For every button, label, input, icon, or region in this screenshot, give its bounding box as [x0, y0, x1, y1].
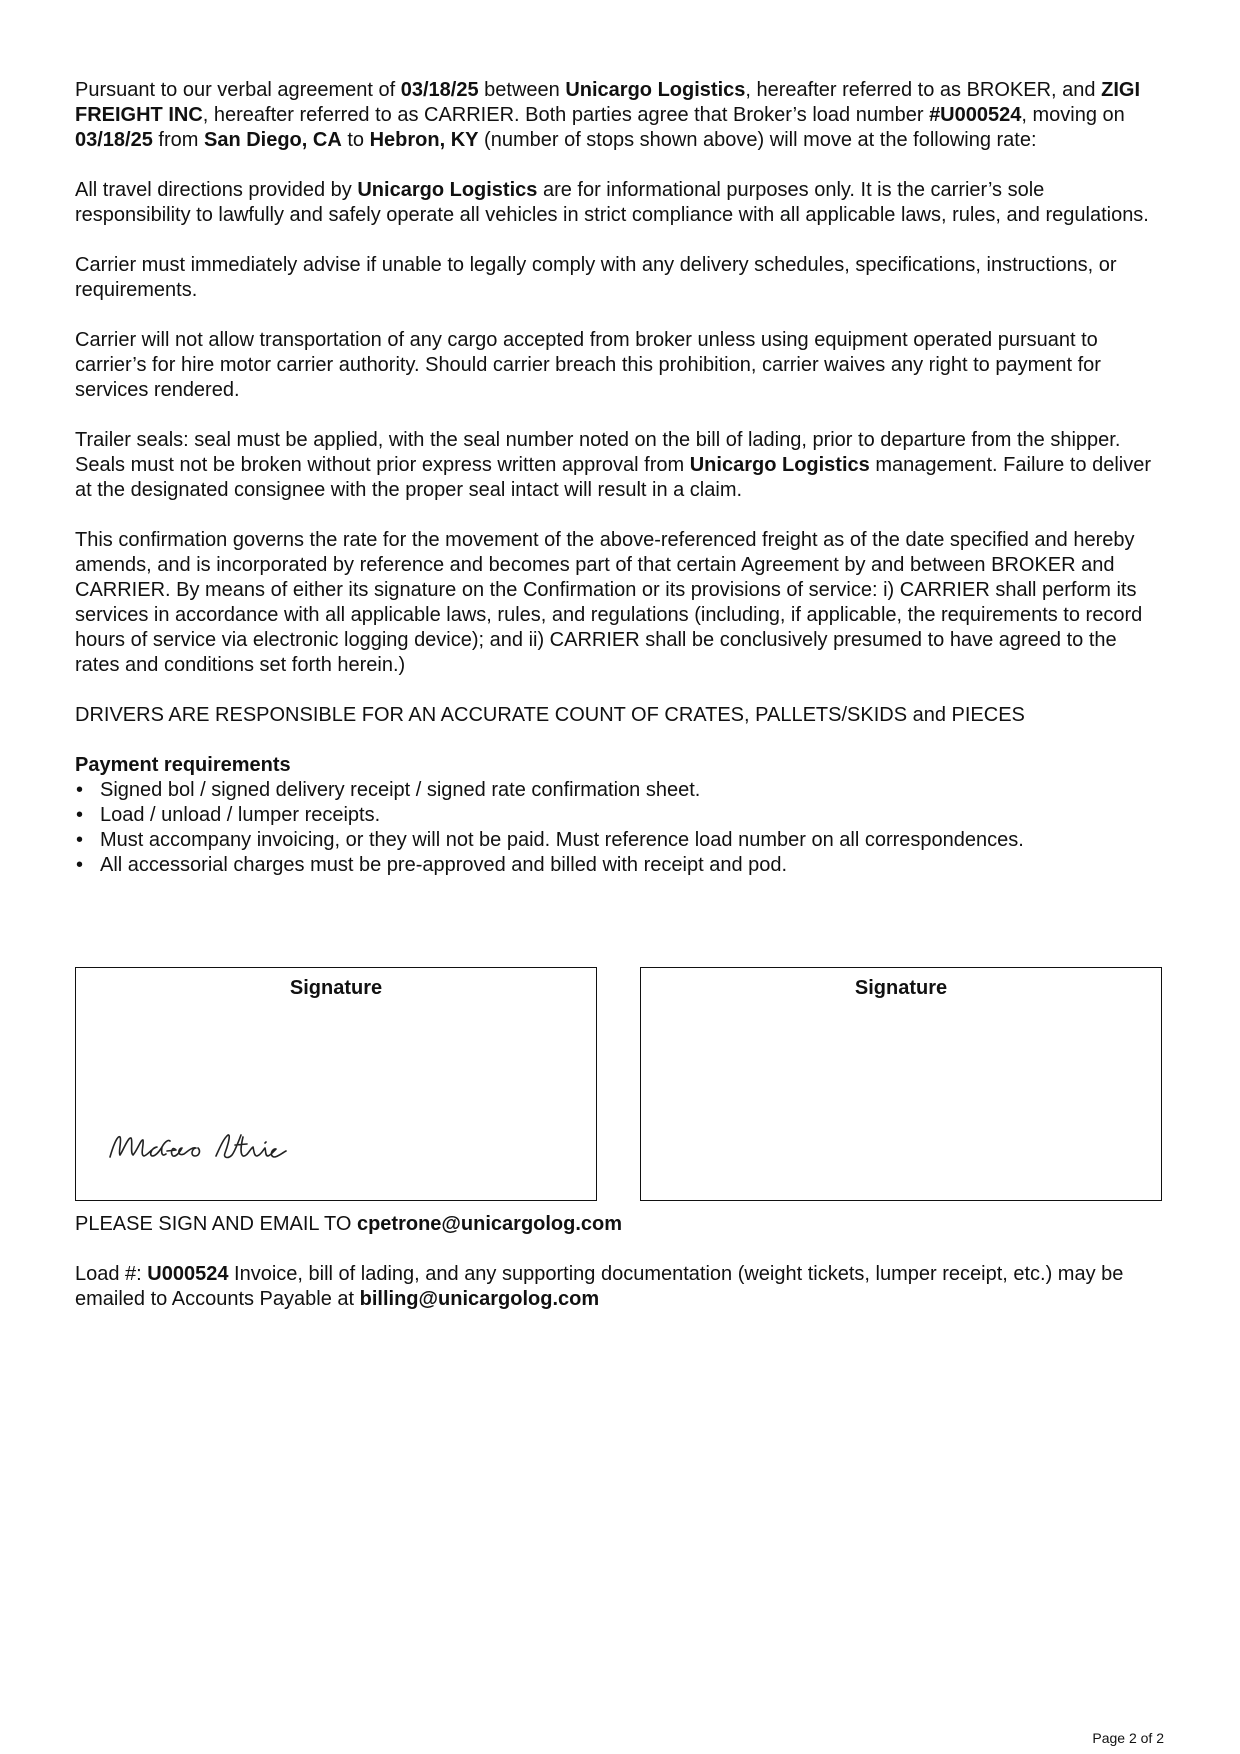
seals-paragraph	[75, 428, 1165, 503]
agreement-text-5: , moving on	[1021, 104, 1125, 126]
agreement-text-7: to	[341, 129, 370, 151]
signature-title: Signature	[854, 977, 948, 999]
load-footer-text: Invoice, bill of lading, and any supporting documentation (weight tickets, lumper receipt, etc.) may be emailed to Accounts Payable at	[75, 1263, 1124, 1310]
document-body	[75, 78, 1165, 878]
broker-signature-box[interactable]	[75, 967, 597, 1201]
agreement-text-2: between	[478, 79, 566, 101]
closing-section	[75, 1212, 1175, 1337]
agreement-text-4: , hereafter referred to as CARRIER. Both parties agree that Broker’s load number	[202, 104, 930, 126]
directions-text-2: are for informational purposes only. It is the carrier’s sole responsibility to lawfully and safely operate all vehicles in strict compliance with all applicable laws, rules, and regulations.	[75, 179, 1149, 226]
billing-email: billing@unicargolog.com	[359, 1288, 600, 1310]
governs-paragraph: This confirmation governs the rate for the movement of the above-referenced freight as of the date specified and hereby amends, and is incorporated by reference and becomes part of that certain Agreement by and between BROKER and CARRIER. By means of either its signature on the Confirmation or its provisions of service: i) CARRIER shall perform its services in accordance with all applicable laws, rules, and regulations (including, if applicable, the requirements to record hours of service via electronic logging device); and ii) CARRIER shall be conclusively presumed to have agreed to the rates and conditions set forth herein.)	[75, 529, 1143, 676]
sign-email-label: PLEASE SIGN AND EMAIL TO	[75, 1213, 357, 1235]
load-reference: #U000524	[929, 104, 1022, 126]
signature-row	[75, 967, 1165, 1203]
page-number: Page 2 of 2	[1092, 1730, 1164, 1746]
carrier-name: ZIGI FREIGHT INC	[75, 79, 1140, 126]
handwritten-signature	[104, 1123, 304, 1173]
load-label: Load #:	[75, 1263, 148, 1285]
sign-email-address: cpetrone@unicargolog.com	[356, 1213, 623, 1235]
agreement-text-1: Pursuant to our verbal agreement of	[75, 79, 401, 101]
payment-section	[75, 753, 1165, 878]
carrier-signature-box[interactable]	[640, 967, 1162, 1201]
destination-city: Hebron, KY	[369, 129, 479, 151]
bullet-icon: •	[76, 779, 84, 801]
drivers-notice: DRIVERS ARE RESPONSIBLE FOR AN ACCURATE COUNT OF CRATES, PALLETS/SKIDS and PIECES	[75, 704, 1025, 726]
broker-name: Unicargo Logistics	[689, 454, 870, 476]
signature-title: Signature	[289, 977, 383, 999]
list-item	[75, 778, 1165, 803]
agreement-text-8: (number of stops shown above) will move at the following rate:	[478, 129, 1037, 151]
advise-paragraph: Carrier must immediately advise if unable to legally comply with any delivery schedules, specifications, instructions, or requirements.	[75, 254, 1117, 301]
authority-paragraph: Carrier will not allow transportation of any cargo accepted from broker unless using equipment operated pursuant to carrier’s for hire motor carrier authority. Should carrier breach this prohibition, carrier waives any right to payment for services rendered.	[75, 329, 1101, 401]
list-item	[75, 853, 1165, 878]
seals-text-1: Trailer seals: seal must be applied, with the seal number noted on the bill of lading, prior to departure from the shipper. Seals must not be broken without prior express written approval from	[75, 429, 1121, 476]
seals-text-2: management. Failure to deliver at the designated consignee with the proper seal intact will result in a claim.	[75, 454, 1152, 501]
bullet-icon: •	[76, 829, 84, 851]
broker-name: Unicargo Logistics	[357, 179, 538, 201]
agreement-date: 03/18/25	[400, 79, 479, 101]
origin-city: San Diego, CA	[203, 129, 342, 151]
directions-paragraph	[75, 178, 1165, 228]
list-item-text: Signed bol / signed delivery receipt / signed rate confirmation sheet.	[100, 779, 701, 801]
move-date: 03/18/25	[75, 129, 153, 151]
agreement-text-6: from	[152, 129, 204, 151]
payment-list	[75, 778, 1165, 878]
list-item	[75, 803, 1165, 828]
bullet-icon: •	[76, 804, 84, 826]
agreement-text-3: , hereafter referred to as BROKER, and	[745, 79, 1102, 101]
payment-title: Payment requirements	[75, 754, 291, 776]
list-item-text: Load / unload / lumper receipts.	[100, 804, 381, 826]
directions-text-1: All travel directions provided by	[75, 179, 358, 201]
sign-email-instruction	[75, 1212, 1175, 1237]
list-item-text: Must accompany invoicing, or they will not be paid. Must reference load number on all correspondences.	[100, 829, 1024, 851]
broker-name: Unicargo Logistics	[565, 79, 746, 101]
load-footer-paragraph	[75, 1262, 1175, 1312]
bullet-icon: •	[76, 854, 84, 876]
load-number: U000524	[147, 1263, 229, 1285]
list-item-text: All accessorial charges must be pre-approved and billed with receipt and pod.	[100, 854, 788, 876]
agreement-paragraph	[75, 78, 1165, 153]
list-item	[75, 828, 1165, 853]
